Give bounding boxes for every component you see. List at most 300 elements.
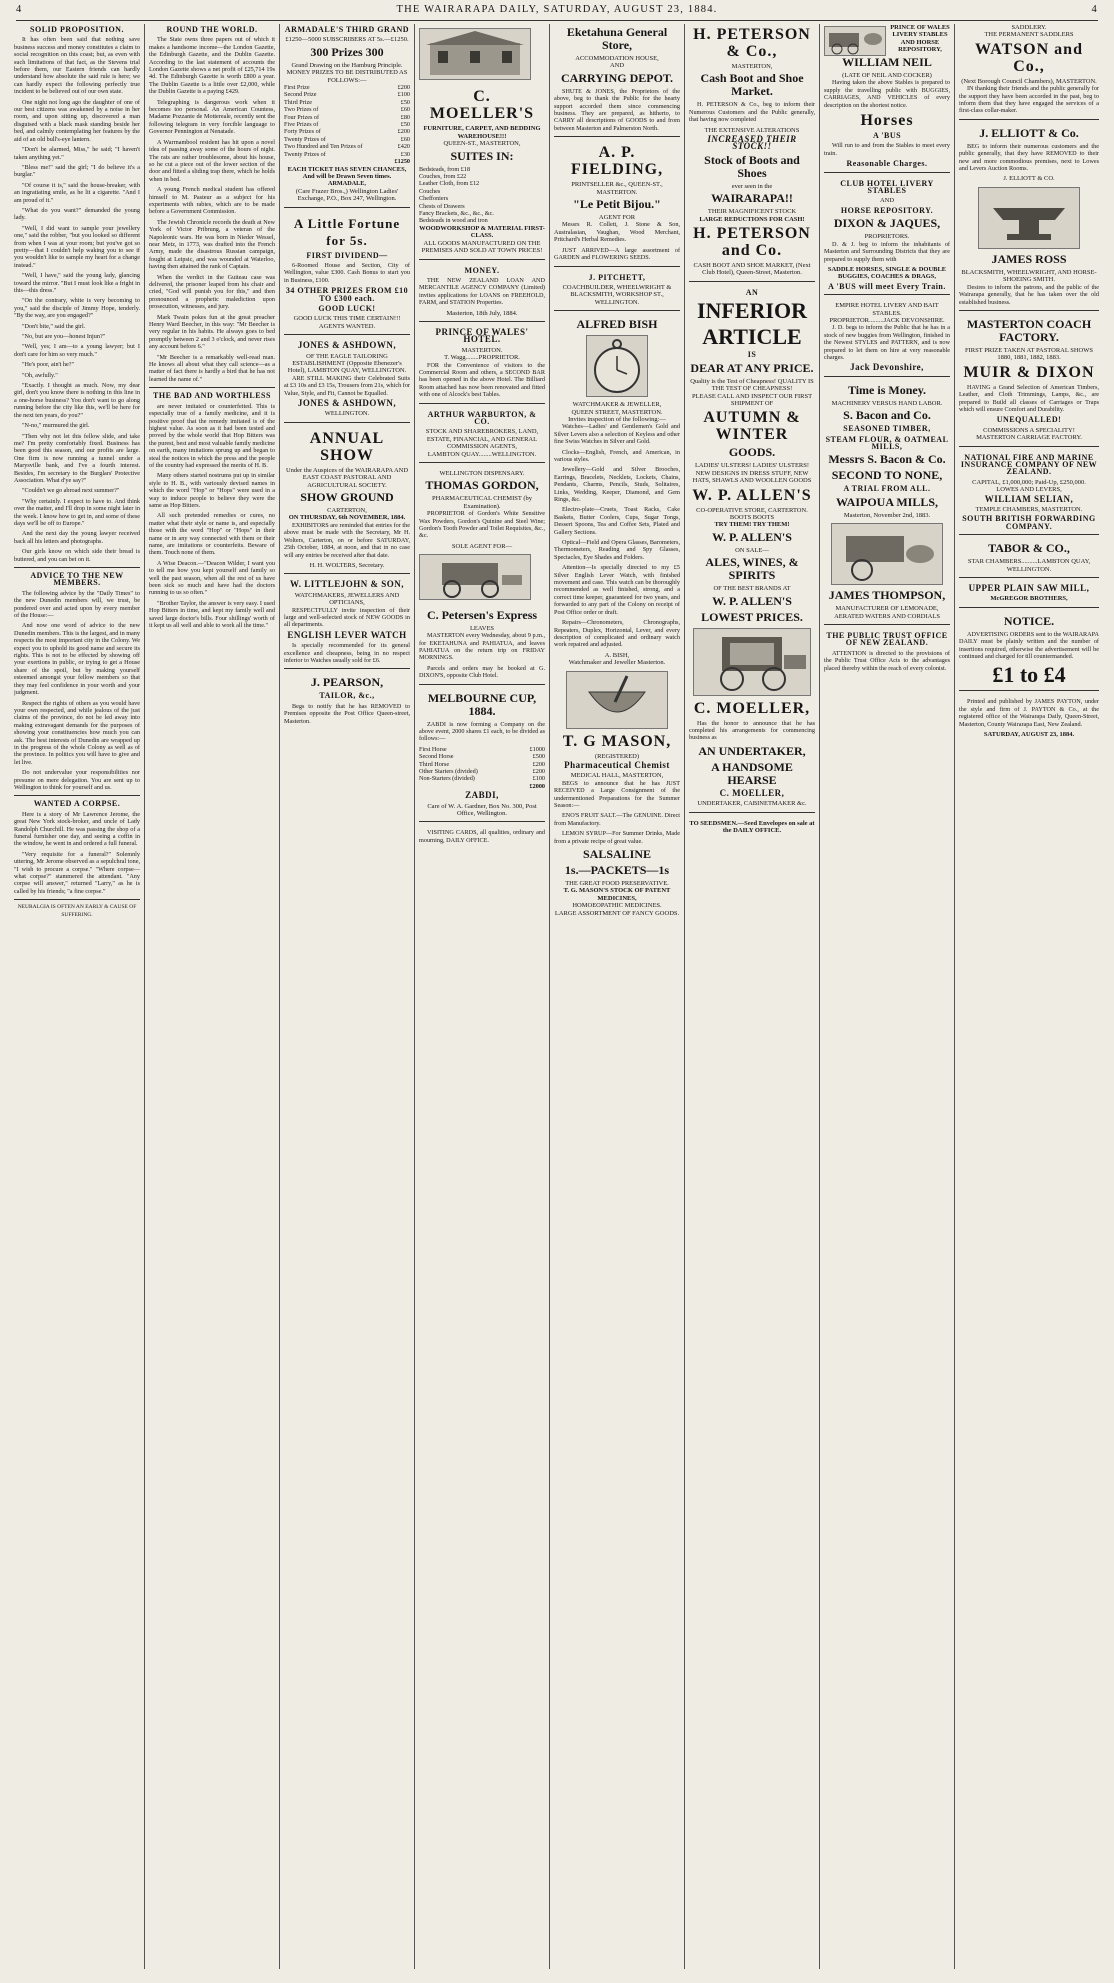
ad-title: TABOR & CO., [988,541,1070,556]
ad-address: (Care Frazer Bros.,) Wellington Ladies' Exchange, P.O., Box 247, Wellington. [295,187,399,203]
article-paragraph: "Why certainly. I expect to have to. And think over the matter, and I'll drop in some night later in the week. I know how to get in, and some of these days we'll be off to Europe." [14,497,140,527]
ad-heading: WILLIAM SELIAN, [984,493,1074,504]
ad-heading: S. Bacon and Co. [843,408,931,423]
article-paragraph: "Very requisite for a funeral?" Solemnly uttering, Mr Jerome observed as a sepulchral tone, "I wish to procure a corpse." "Where corpse—what corpse?" stammered the attendant. "Any corpse will answer," returned "Larry," as he is called by his friends; "a fine corpse." [14,850,140,895]
ad-heading: ARMADALE'S THIRD GRAND [284,25,410,34]
ad-heading: SEASONED TIMBER, [843,424,931,434]
ad-heading: AN [745,287,759,297]
ad-line: GOOD LUCK THIS TIME CERTAIN!!! [293,315,401,323]
ad-signature: ARMADALE, [328,180,366,188]
article-paragraph: "Couldn't we go abroad next summer?" [22,487,120,495]
ad-title: MUIR & DIXON [963,363,1095,381]
hearse-engraving-icon [693,628,811,696]
ad-paragraph: Electro-plate—Cruets, Toast Racks, Cake Baskets, Butter Coolers, Cups, Sugar Tongs, Dessert Spoons, Tea and Coffee Sets, Plated and Gallery Sections. [554,506,680,536]
prize-row [419,761,545,768]
divider [14,795,140,796]
ad-heading: HORSE REPOSITORY. [840,205,934,215]
prize-label: Two Hundred and Ten Prizes of [284,143,363,151]
ad-paragraph: EXHIBITORS are reminded that entries for the above must be made with the Secretary, Mr H. Wolters, Carterton, on or before SATURDAY, 25th October, 1884, at noon, and that in no case will any entries be received after that date. [284,521,410,559]
ad-heading: Messrs S. Bacon & Co. [828,452,946,467]
ad-heading: Horses [860,112,914,130]
article-paragraph: "He's poor, ain't he?" [22,361,75,369]
prize-value: £200 [532,767,545,775]
ad-heading: A TRIAL FROM ALL. [843,484,931,494]
ad-line: FIRST PRIZE TAKEN AT PASTORAL SHOWS 1880, 1881, 1882, 1883. [964,346,1093,362]
anvil-engraving-icon [978,187,1080,249]
ad-signature: Jack Devonshire, [850,362,924,373]
ad-paragraph: J. D. begs to inform the Public that he has in a stock of new buggies from Wellington, finished in the Newest STYLES and PATTERN, and is now prepared to let them on hire at very reasonable charges. [824,324,950,361]
article-paragraph: "No, but are you—honest Injun?" [22,333,106,341]
ad-paragraph: Begs to notify that he has REMOVED to Premises opposite the Post Office Queen-street, Masterton. [284,702,410,725]
prize-row [284,84,410,91]
prize-row [419,768,545,775]
ad-line: PROPRIETOR.........JACK DEVONSHIRE. [829,316,945,324]
article-paragraph: "Well, I have," said the young lady, glancing toward the mirror. "But I must look like a fright in this—this dress." [14,272,140,294]
article-paragraph: One night not long ago the daughter of one of our best citizens was awakened by a noise in her room, and upon sitting up, discovered a man disguised with a black mask standing beside her bed, and calmly contemplating her features by the aid of an old bull's-eye lantern. [14,98,140,143]
prize-value: £420 [397,143,410,151]
ad-title: JAMES THOMPSON, [828,588,946,603]
divider [149,387,275,388]
suite-item: Fancy Brackets, &c., &c., &c. [419,210,494,218]
prize-label: Twenty Prizes of [284,135,326,143]
prize-row [419,775,545,782]
prize-value: £60 [400,106,410,114]
prize-value: £500 [532,753,545,761]
ad-paragraph: FOR the Convenience of visitors to the Commercial Room and others, a SECOND BAR has been opened in the above Hotel. The Billiard Room attached has now been renovated and fitted with one of Alcock's best Tables. [419,361,545,399]
page-number-right: 4 [1091,4,1098,15]
ad-heading: 34 OTHER PRIZES FROM £10 TO £300 each. [285,286,409,303]
ad-line: ACCOMMODATION HOUSE, [575,55,659,62]
article-paragraph: "Of course it is," said the house-breaker, with an ingratiating smile, as he lit a cigarette. "And I am proud of it." [14,181,140,204]
ad-line: ON THURSDAY, 6th NOVEMBER, 1884. [288,514,406,522]
ad-heading: A HANDSOME HEARSE [711,759,793,787]
imprint: Printed and published by JAMES PAYTON, under the style and firm of J. PAYTON & Co., at the registered office of the Wairarapa Daily, Queen-Street, Masterton, County Wairarapa East, New Zealand. [959,698,1099,728]
prize-value: £30 [400,150,410,158]
column-rule [684,24,685,1969]
suite-item: Cheffoniers [419,195,449,203]
prize-label: Five Prizes of [284,121,319,129]
prize-value: £100 [532,775,545,783]
article-heading: SOLID PROPOSITION. [30,25,124,34]
prize-label: Forty Prizes of [284,128,321,136]
ad-heading: AN UNDERTAKER, [698,743,806,758]
article-heading: ADVICE TO THE NEW MEMBERS. [30,571,124,588]
ad-heading: GOODS. [728,445,776,460]
article-paragraph: "Don't bite," said the girl. [22,322,86,330]
suite-item: Chests of Drawers [419,202,465,210]
prize-row [284,114,410,121]
ad-title: C. MOELLER, [693,699,811,717]
ad-title: J. PITCHETT, [588,272,646,282]
ad-line: LADIES' ULSTERS! LADIES' ULSTERS! [694,462,810,470]
ad-line: HOMOEOPATHIC MEDICINES. [572,902,662,910]
ad-heading: Stock of Boots and Shoes [704,152,800,180]
ad-line: LOWES AND LEVERS, [996,486,1062,494]
ad-line: MASTERTON CARRIAGE FACTORY. [976,434,1082,442]
ad-heading: UNEQUALLED! [996,415,1062,425]
ad-line: BOOTS BOOTS [729,513,775,521]
notice-heading: NOTICE. [1003,613,1055,628]
ad-line: BLACKSMITH, WHEELWRIGHT, AND HORSE-SHOEING SMITH. [961,268,1097,284]
cup-total: £2000 [529,782,545,790]
article-heading: THE BAD AND WORTHLESS [153,391,271,401]
ad-signature: Watchmaker and Jeweller Masterton. [568,659,666,667]
article-heading: ROUND THE WORLD. [166,25,258,34]
ad-line: Grand Drawing on the Hamburg Principle. [291,61,403,69]
prize-row [284,121,410,128]
ad-line: THE PERMANENT SADDLERS [984,31,1074,39]
ad-paragraph: Is specially recommended for its general excellence and cheapness, being in no respect inferior to Watches usually sold for £6. [284,642,410,664]
newspaper-title: THE WAIRARAPA DAILY, SATURDAY, AUGUST 23, 1884. [396,4,718,15]
prize-row [284,151,410,158]
prize-value: £60 [400,135,410,143]
column-rule [279,24,280,1969]
ad-heading: ALES, WINES, & SPIRITS [705,555,799,583]
ad-paragraph: MASTERTON every Wednesday, about 9 p.m., for EKETAHUNA and PAHIATUA, and leaves PAHIATUA on the return trip on FRIDAY MORNINGS. [419,632,545,662]
masthead [16,4,1098,21]
ad-line: AGENT FOR [598,214,636,222]
ad-line: MONEY PRIZES TO BE DISTRIBUTED AS FOLLOWS:— [286,69,408,84]
article-paragraph: A young French medical student has offered himself to M. Pasteur as a subject for his experiments with rabies, which are to be made before a Government Commission. [149,186,275,216]
suite-item: Leather Cloth, from £12 [419,180,480,188]
ad-paragraph: LEMON SYRUP—For Summer Drinks, Made from a private recipe of great value. [554,830,680,845]
ad-line: AND [879,197,895,205]
column-8 [959,24,1099,1969]
ad-title: THOMAS GORDON, [425,478,539,493]
prize-value: £50 [400,98,410,106]
column-7 [824,24,950,1969]
ad-heading: INCREASED THEIR STOCK!! [707,134,797,152]
ad-heading: DEAR AT ANY PRICE. [690,360,814,375]
suite-list [419,166,545,225]
prize-row [419,746,545,753]
prize-value: £100 [397,91,410,99]
ad-title: C. MOELLER'S [429,88,535,123]
ad-heading: A 'BUS will meet Every Train. [828,281,946,291]
ad-line: PLEASE CALL AND INSPECT OUR FIRST SHIPMENT OF [691,392,813,407]
ad-title: T. G MASON, [562,732,672,750]
ad-title: WATSON and Co., [975,40,1083,75]
ad-line: Masterton, November 2nd, 1883. [843,511,931,519]
article-paragraph: "Bless me!" said the girl; "I do believe it's a burglar." [14,163,140,179]
ad-title: MELBOURNE CUP, 1884. [427,690,537,718]
article-paragraph: "Brother Taylor, the answer is very easy. I used Hop Bitters in time, and kept my family well and saved large doctor's bills. Four shillings' worth of it kept us all well and able to work all the time." [149,599,275,630]
ad-title: A Little Fortune for 5s. [293,215,401,248]
ad-heading: EMPIRE HOTEL LIVERY AND BAIT STABLES. [835,302,939,317]
ad-title: THE PUBLIC TRUST OFFICE OF NEW ZEALAND. [826,631,948,648]
ad-line: Masterton, 18th July, 1884. [446,309,518,317]
page-number: 4 [16,4,23,15]
article-paragraph: All such pretended remedies or cures, no matter what their style or name is, and especially those with the word "Hop" or "Hops" in their name or in any way connected with them or their name, are imitations or counterfeits. Beware of them. Touch none of them. [149,512,275,557]
ad-line: SOLE AGENT FOR— [451,542,513,550]
ad-heading: WAIPOUA MILLS, [835,494,939,509]
ad-paragraph: Clocks—English, French, and American, in various styles. [554,448,680,463]
ad-title: A. P. FIELDING, [570,144,664,179]
ad-heading: GOOD LUCK! [318,303,376,313]
ad-heading: Cash Boot and Shoe Market. [700,71,804,99]
ad-line: TO SEEDSMEN.—Seed Envelopes on sale at the DAILY OFFICE. [689,819,815,834]
article-paragraph: "Mr Beecher is a remarkably well-read man. He knows all about what they call science—as a matter of fact there is hardly a bird that he has not learned the name of." [149,353,275,383]
ad-heading: WAIRARAPA!! [711,191,793,206]
ad-heading: A 'BUS [872,131,902,141]
prize-total: £1250 [394,158,410,166]
ad-line: LEAVES [469,624,495,632]
article-paragraph: And now one word of advice to the new Dunedin members. This is the largest, and in many respects the most important city in the Colony. We expect you to uphold its good name and secure its rights. This is not to be effected by showing off your exertions in public, or trying to get a House share of the spoil, but by making yourself esteemed amongst your fellow members so that they may feel confidence in your worth and your judgment. [14,622,140,697]
article-paragraph: It has often been said that nothing save business success and money constitutes a claim to social recognition on this coast; but, as even with such limitations of that fact, as the Stevens trial before them, our Eastern friends can hardly understand how absolute the said rule is here; we can hardly expect the following perfectly true incident to be believed out of our own state. [14,36,140,96]
ad-title: MASTERTON COACH FACTORY. [966,316,1092,344]
ad-paragraph: THE NEW ZEALAND LOAN AND MERCANTILE AGENCY COMPANY (Limited) invites applications for LOANS on FREEHOLD, FARM, and STATION Properties. [419,276,545,307]
column-rule [819,24,820,1969]
article-paragraph: "Oh, awfully." [22,371,58,379]
article-paragraph: And the next day the young lawyer received back all his letters and photographs. [14,530,140,545]
ad-heading: ENGLISH LEVER WATCH [287,629,407,640]
column-1 [14,24,140,1969]
column-rule [144,24,145,1969]
ad-line: UNDERTAKER, CABINETMAKER &c. [697,800,807,808]
ad-line: PHARMACEUTICAL CHEMIST (by Examination). [431,495,533,510]
coach-engraving-icon [419,554,531,600]
ad-line: £1250—5000 SUBSCRIBERS AT 5s.—£1250. [285,36,409,44]
ad-heading: SUITES IN: [450,148,514,163]
ad-line: QUEEN STREET, MASTERTON. [571,408,663,416]
ad-heading: AUTUMN & WINTER [703,409,801,444]
ad-line: WATCHMAKERS, JEWELLERS AND OPTICIANS, [294,591,400,607]
article-paragraph: "Exactly. I thought as much. Now, my dear girl, don't you know there is nothing in this line in a one-horse business? You don't want to go along running before the city like this, we'll be here for the next ten years, do you?" [14,382,140,419]
prize-label: Non-Starters (divided) [419,775,475,783]
ad-line: EACH TICKET HAS SEVEN CHANCES, And will be Drawn Seven times. [287,165,407,180]
ad-signature: J. ELLIOTT & CO. [1003,175,1055,183]
prize-label: Third Horse [419,760,450,768]
ad-line: MASTERTON. [461,346,503,354]
ad-paragraph: RESPECTFULLY invite inspection of their large and well-selected stock of NEW GOODS in all departments. [284,606,410,629]
ad-heading: LOWEST PRICES. [701,609,803,624]
ad-line: FURNITURE, CARPET, AND BEDDING WAREHOUSE!!! [423,125,541,140]
ad-title: NATIONAL FIRE AND MARINE INSURANCE COMPANY OF NEW ZEALAND. [960,452,1098,477]
article-paragraph: Many others started nostrums put up in similar style to H. B., with variously devised names in which the word "Hop" or "Hops" were used in a way to induce people to believe they were the same as Hop Bitters. [149,472,275,509]
ad-line: LAMBTON QUAY........WELLINGTON. [427,450,537,458]
ad-line: CARTERTON, [327,507,367,515]
article-paragraph: Our girls know on which side their bread is buttered, and you can bet on it. [14,548,140,563]
ad-line: ON SALE— [735,546,769,554]
article-paragraph: "Don't be alarmed, Miss," he said; "I haven't taken anything yet." [14,146,140,161]
ad-signature: C. MOELLER, [719,787,785,798]
ad-line: Quality is the Test of Cheapness! QUALITY IS THE TEST OF CHEAPNESS! [690,377,814,393]
ad-title: JONES & ASHDOWN, [297,340,397,351]
ad-signature: A. BISH, [604,651,630,659]
ad-line: ALL GOODS MANUFACTURED ON THE PREMISES AND SOLD AT TOWN PRICES! [421,239,543,255]
ad-title: J. ELLIOTT & Co. [979,125,1079,140]
ad-address: CASH BOOT AND SHOE MARKET, (Next Club Hotel), Queen-Street, Masterton. [693,262,811,277]
ad-line: NEW DESIGNS IN DRESS STUFF, NEW HATS, SHAWLS AND WOOLLEN GOODS [692,469,812,485]
article-paragraph: Here is a story of Mr Lawrence Jerome, the great New York stock-broker, and uncle of Lady Randolph Churchill. He was passing the shop of a funeral furnisher one day, and seeing a coffin in the window, he went in and ordered a full funeral. [14,810,140,848]
ad-heading: STEAM FLOUR, & OATMEAL MILLS, [825,434,949,451]
prize-value: £50 [400,121,410,129]
cart-engraving-icon [831,523,943,585]
ad-line: WELLINGTON DISPENSARY. [439,470,525,478]
ad-address: Care of W. A. Gardner, Box No. 300, Post Office, Wellington. [427,802,537,817]
article-paragraph: are never imitated or counterfeited. This is especially true of a family medicine, and it is positive proof that the remedy imitated is of the highest value. As soon as it had been tested and proved by the whole world that Hop Bitters was the purest, best and most valuable family medicine on earth, many imitations sprung up and began to steal the notices in which the press and the people of the country had expressed the merits of H. B. [149,402,275,469]
ad-heading: CARRYING DEPOT. [560,70,674,85]
warehouse-engraving-icon [419,28,531,80]
divider [14,567,140,568]
ad-paragraph: Will run to and from the Stables to meet every train. [824,142,950,157]
prize-value: £80 [400,113,410,121]
prize-label: Second Prize [284,91,317,99]
ad-title: ANNUAL SHOW [309,429,385,464]
ad-line: AGENTS WANTED. [318,322,376,330]
ad-line: TEMPLE CHAMBERS, MASTERTON. [975,506,1083,513]
ad-line: STOCK AND SHAREBROKERS, LAND, ESTATE, FINANCIAL, AND GENERAL COMMISSION AGENTS, [425,428,539,451]
ad-title: W. P. ALLEN'S [712,529,792,544]
ad-title: C. Petersen's Express [426,607,538,622]
ad-title: Eketahuna General Store, [566,25,668,52]
ad-line: PRINTSELLER &c., QUEEN-ST., MASTERTON. [571,181,663,196]
prize-label: First Horse [419,745,447,753]
ad-paragraph: Watches—Ladies' and Gentlemen's Gold and Silver Levers also a selection of Keyless and other fine Swiss Watches in Silver and Gold. [554,423,680,446]
ad-heading: TAILOR, &c., [319,691,375,701]
ad-paragraph: 6-Roomed House and Section, City of Wellington, value £300. Cash Bonus to start you in Business, £100. [284,261,410,284]
ad-paragraph: ZABDI is now forming a Company on the above event, 2000 shares £1 each, to be divided as follows:— [419,720,545,743]
ad-line: (REGISTERED) [594,752,640,760]
ad-title: J. PEARSON, [310,675,384,690]
ad-line: WATCHMAKER & JEWELLER, [572,401,662,409]
ad-line: CO-OPERATIVE STORE, CARTERTON. [696,506,808,514]
ad-paragraph: BEGS to announce that he has JUST RECEIVED a Large Consignment of the undermentioned Preparations for the Summer Season:— [554,779,680,809]
article-paragraph: Telegraphing is dangerous work when it becomes too personal. An American Countess, Madame Pozzante de Mottereale, recently sent the following telegram in very forcible language to Governor Pennington at Nenatade. [149,98,275,136]
prize-label: Other Starters (divided) [419,767,478,775]
column-rule [414,24,415,1969]
prize-label: First Prize [284,84,310,92]
ad-line: THEIR MAGNIFICENT STOCK [707,208,797,216]
ad-line: SADDLE HORSES, SINGLE & DOUBLE BUGGIES, COACHES & DRAGS, [827,265,947,281]
ad-paragraph: Optical—Field and Opera Glasses, Barometers, Thermometers, Reading and Spy Glasses, Spectacles, Eye Shades and Folders. [554,539,680,561]
ad-title: W. P. ALLEN'S [712,593,792,608]
ad-signature: H. H. WOLTERS, Secretary. [309,561,385,569]
article-paragraph: "Well, I did want to sample your jewellery one," said the robber, "but you looked so different from when I was at your room; but you've got so pretty—that I couldn't help waking you to see if you wouldn't like to sample my heart for a change instead." [14,224,140,269]
article-paragraph: Respect the rights of others as you would have your own respected, and while jealous of the just claims of the province, do not be led away into making extravagant demands for the purposes of showing your constituencies how much you can ask. The best interests of Dunedin are wrapped up in the progress of the whole Colony as well as of the province. In politics you will have to give and let live. [14,699,140,766]
suite-item: Bedsteads in wood and iron [419,217,488,225]
ad-line: QUEEN-ST., MASTERTON, [443,140,521,148]
ad-line: THE EXTENSIVE ALTERATIONS [704,126,800,134]
ad-heading: SHOW GROUND [300,490,394,505]
prize-row [284,128,410,135]
ad-line: WOODWORKSHOP & MATERIAL FIRST-CLASS. [419,224,545,240]
ad-line: LARGE ASSORTMENT OF FANCY GOODS. [554,909,680,917]
prize-value: £200 [397,128,410,136]
ad-line: WELLINGTON. [324,410,370,418]
ad-line: T. Wagg........PROPRIETOR. [444,354,520,362]
ad-heading: Pharmaceutical Chemist [564,759,670,770]
ad-heading: FIRST DIVIDEND— [306,250,388,260]
ad-title: 300 Prizes 300 [310,44,384,59]
ad-heading: PRINCE OF WALES LIVERY STABLES AND HORSE REPOSITORY, [890,24,950,54]
ad-paragraph: Jewellery—Gold and Silver Brooches, Earrings, Bracelets, Necklets, Lockets, Chains, Pendants, Charms, Pencils, Studs, Solitaires, Links, Wedding, Keeper, Diamond, and Gem Rings, &c. [554,466,680,503]
ad-line: PROPRIETORS. [864,233,910,241]
ad-paragraph: BEG to inform their numerous customers and the public generally, that they have REMOVED to their new and more commodious premises, next to Lowes and Levers Auction Rooms. [959,142,1099,173]
column-4 [419,24,545,1969]
suite-item: Bedsteads, from £18 [419,165,471,173]
prize-list [284,84,410,158]
column-3 [284,24,410,1969]
notice-paragraph: ADVERTISING ORDERS sent to the WAIRARAPA DAILY must be plainly written and the number of insertions required, otherwise the advertisement will be continued and charged for till countermanded. [959,630,1099,661]
prize-row [284,143,410,150]
ad-heading: 1s.—PACKETS—1s [564,863,670,877]
ad-paragraph: Parcels and orders may be booked at G. DIXON'S, opposite Club Hotel. [419,664,545,680]
ad-heading: SECOND TO NONE, [831,468,943,483]
prize-value: £200 [532,760,545,768]
article-paragraph: The State owns three papers out of which it makes a handsome income—the London Gazette, the Edinburgh Gazette, and the Dublin Gazette. According to the last statement of accounts the London Gazette shows a net profit of £25,714 19s 4d. The Edinburgh Gazette is worth £800 a year. The Dublin Gazette is a little over £2,000, while the Dublin Gazette is a paying £429. [149,36,275,96]
ad-title: PRINCE OF WALES' HOTEL. [435,326,529,345]
prize-label: Second Horse [419,753,454,761]
prize-row [284,91,410,98]
ad-line: McGREGOR BROTHERS, [990,595,1068,603]
ad-paragraph: VISITING CARDS, all qualities, ordinary and mourning, DAILY OFFICE. [419,829,545,844]
ad-line: THE GREAT FOOD PRESERVATIVE. [565,880,669,887]
ad-title: ARTHUR WARBURTON, & CO. [427,409,537,426]
ad-line: MANUFACTURER OF LEMONADE, AERATED WATERS AND CORDIALS [834,605,940,620]
ad-paragraph: Attention—Is specially directed to my £5 Silver English Lever Watch, with finished movement and case. This watch can be thoroughly recommended as well finished, strong, and a correct time keeper, guaranteed for two years, and forwarded to any part of the Colony on receipt of Post Office order or draft. [554,564,680,616]
article-paragraph: "Then why not let this fellow slide, and take me? I'm pretty comfortably fixed. Business has been good this season, and our profits are large. One firm is now running a tunnel under a Marysville bank, and I've a fourth interest. Besides, I'm secretary to the Burglars' Protective Association. What d'ye say?" [14,432,140,484]
ad-paragraph: ARE STILL MAKING their Celebrated Suits at £3 10s and £3 15s, Trousers from 21s, which for Value, Style, and Fit, Cannot be Equalled. [284,374,410,397]
ad-title: W. P. ALLEN'S [692,486,812,504]
pocket-watch-icon [586,335,648,397]
article-paragraph: "What do you want?" demanded the young lady. [14,206,140,222]
ad-line: Invites inspection of the following:— [568,415,666,423]
ad-line: ever seen in the [731,182,773,190]
ad-title: ALFRED BISH [576,317,658,332]
horse-carriage-icon [824,26,886,56]
ad-line: (LATE OF NEIL AND COCKER) [842,72,932,79]
ad-line: Under the Auspices of the WAIRARAPA AND EAST COAST PASTORAL AND AGRICULTURAL SOCIETY. [285,466,409,489]
ad-title: CLUB HOTEL LIVERY STABLES [840,178,934,196]
article-paragraph: The following advice by the "Daily Times" to the new Dunedin members will, we trust, be pondered over and acted upon by every member of the House:— [14,589,140,620]
article-paragraph: When the verdict in the Guiteau case was delivered, the prisoner leaped from his chair and cried, "God will punish you for this," and then pronounced a prophetic malediction upon prosecution, witnesses, and jury. [149,273,275,311]
prize-row [419,753,545,760]
ad-title: DIXON & JAQUES, [833,216,941,231]
article-paragraph: "On the contrary, white is very becoming to you," said the disciple of Jimmy Hope, tenderly. "By the way, are you engaged?" [14,297,140,320]
ad-title: SOUTH BRITISH FORWARDING COMPANY. [962,514,1096,531]
ad-paragraph: Desires to inform the patrons, and the public of the Wairarapa generally, that he has taken over the old established business. [959,283,1099,306]
prize-label: Two Prizes of [284,106,319,114]
ad-title: INFERIOR [696,298,807,324]
ad-title: ARTICLE [702,324,802,350]
ad-paragraph: HAVING a Grand Selection of American Timbers, Leather, and Cloth Trimmings, Lamps, &c., are prepared to Build all classes of Carriages or Traps which will ensure Comfort and Durability. [959,383,1099,413]
ad-heading: SADDLERY. [1011,24,1047,31]
ad-heading: IS [747,350,757,360]
ad-line: COACHBUILDER, WHEELWRIGHT & BLACKSMITH, WORKSHOP ST., WELLINGTON. [562,283,672,306]
imprint-date: SATURDAY, AUGUST 23, 1884. [983,731,1075,739]
article-paragraph: Mark Twain pokes fun at the great preacher Henry Ward Beecher, in this way: "Mr Beecher is very regular in his habits. He always goes to bed promptly between 2 and 3 o'clock, and never rises any account before 6." [149,313,275,351]
article-paragraph: A Wise Deacon.—"Deacon Wilder, I want you to tell me how you kept yourself and family so well the past season, when all the rest of us have been sick so much and have had the doctors running to us so often." [149,559,275,597]
ad-line: T. G. MASON'S STOCK OF PATENT MEDICINES, [563,887,671,902]
ad-paragraph: JUST ARRIVED—A large assortment of GARDEN and FLOWERING SEEDS. [554,246,680,262]
ad-line: AND [609,62,625,70]
ad-paragraph: Repairs—Chronometers, Chronographs, Repeaters, Duplex, Horizontal, Lever, and every description of complicated and ordinary watch work repaired and adjusted. [554,619,680,649]
ad-title: WILLIAM NEIL [842,55,932,69]
ad-title: H. PETERSON & Co., [693,26,811,60]
prize-label: Twenty Prizes of [284,150,326,158]
suite-item: Couches, from £22 [419,173,467,181]
ad-line: CAPITAL, £1,000,000; Paid-Up, £250,000. [972,478,1086,486]
ad-heading: SALSALINE [582,847,652,861]
ad-title: £1 to £4 [992,662,1066,688]
ad-line: (Next Borough Council Chambers), MASTERTON. [961,77,1097,85]
ad-signature: ZABDI, [465,790,499,801]
ad-line: COMMISSIONS A SPECIALITY! [983,426,1075,434]
prize-value: £200 [397,84,410,92]
ad-line: MEDICAL HALL, MASTERTON, [570,772,664,780]
column-6 [689,24,815,1969]
